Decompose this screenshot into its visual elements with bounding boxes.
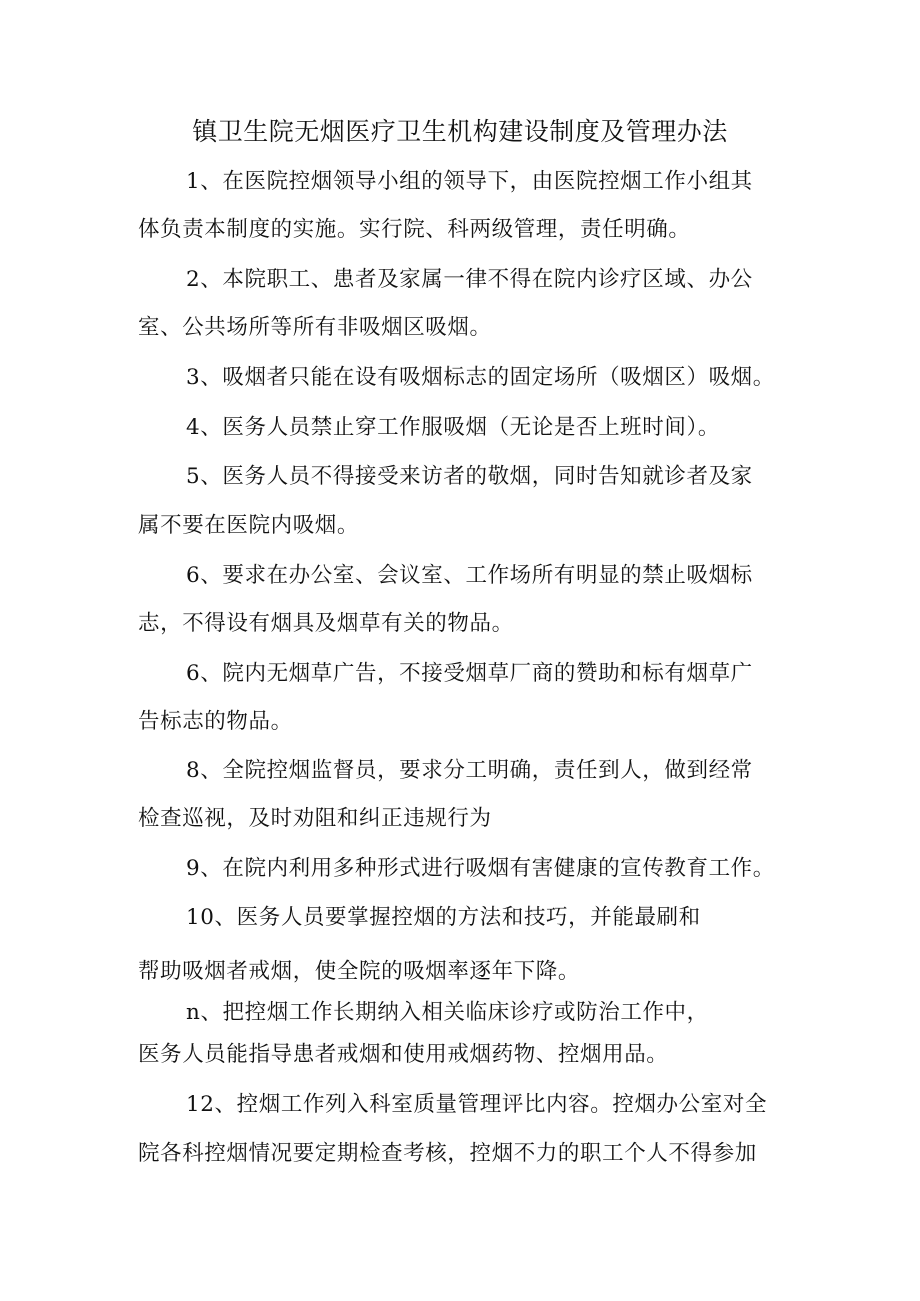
rule-3-line-1: 3、吸烟者只能在设有吸烟标志的固定场所（吸烟区）吸烟。 <box>186 365 775 390</box>
rule-8-line-2: 检查巡视，及时劝阻和纠正违规行为 <box>138 806 492 831</box>
rule-8-line-1: 8、全院控烟监督员，要求分工明确，责任到人，做到经常 <box>186 758 753 783</box>
rule-11-line-2: 医务人员能指导患者戒烟和使用戒烟药物、控烟用品。 <box>138 1042 669 1067</box>
rule-11-line-1: n、把控烟工作长期纳入相关临床诊疗或防治工作中， <box>186 1000 709 1025</box>
rule-10-line-2: 帮助吸烟者戒烟，使全院的吸烟率逐年下降。 <box>138 959 581 984</box>
rule-6b-line-1: 6、院内无烟草广告，不接受烟草厂商的赞助和标有烟草广 <box>186 661 753 686</box>
rule-6a-line-1: 6、要求在办公室、会议室、工作场所有明显的禁止吸烟标 <box>186 563 753 588</box>
rule-12-line-2: 院各科控烟情况要定期检查考核，控烟不力的职工个人不得参加 <box>138 1141 757 1166</box>
rule-6a-line-2: 志，不得设有烟具及烟草有关的物品。 <box>138 611 514 636</box>
rule-5-line-2: 属不要在医院内吸烟。 <box>138 513 360 538</box>
rule-2-line-2: 室、公共场所等所有非吸烟区吸烟。 <box>138 315 492 340</box>
rule-4-line-1: 4、医务人员禁止穿工作服吸烟（无论是否上班时间）。 <box>186 415 720 440</box>
rule-1-line-1: 1、在医院控烟领导小组的领导下，由医院控烟工作小组其 <box>186 169 753 194</box>
document-title: 镇卫生院无烟医疗卫生机构建设制度及管理办法 <box>192 117 728 146</box>
rule-9-line-1: 9、在院内利用多种形式进行吸烟有害健康的宣传教育工作。 <box>186 856 775 881</box>
rule-6b-line-2: 告标志的物品。 <box>138 709 293 734</box>
rule-2-line-1: 2、本院职工、患者及家属一律不得在院内诊疗区域、办公 <box>186 267 753 292</box>
rule-5-line-1: 5、医务人员不得接受来访者的敬烟，同时告知就诊者及家 <box>186 464 753 489</box>
rule-1-line-2: 体负责本制度的实施。实行院、科两级管理，责任明确。 <box>138 217 691 242</box>
rule-12-line-1: 12、控烟工作列入科室质量管理评比内容。控烟办公室对全 <box>186 1092 768 1117</box>
rule-10-line-1: 10、医务人员要掌握控烟的方法和技巧，并能最刷和 <box>186 905 701 930</box>
